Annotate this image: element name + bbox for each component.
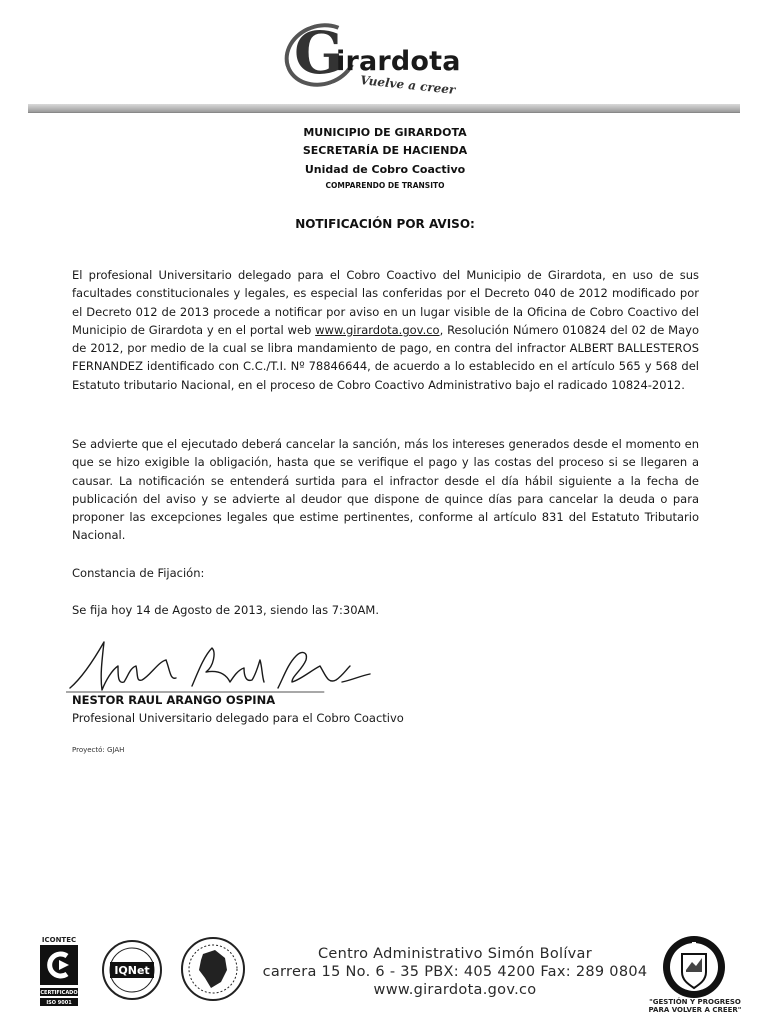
icontec-label: ICONTEC bbox=[41, 936, 77, 944]
iqnet-certification-icon bbox=[94, 938, 170, 1002]
header-rule bbox=[28, 104, 740, 113]
icontec-certified: CERTIFICADO bbox=[40, 990, 78, 996]
fixation-date: Se fija hoy 14 de Agosto de 2013, siendo las 7:30AM. bbox=[72, 603, 379, 617]
logo-tagline: Vuelve a creer bbox=[359, 73, 456, 97]
footer-contact: carrera 15 No. 6 - 35 PBX: 405 4200 Fax: 289 0804 bbox=[262, 964, 648, 980]
secretariat-heading: SECRETARÍA DE HACIENDA bbox=[302, 144, 468, 157]
alcaldia-shield-icon bbox=[656, 934, 732, 1000]
signatory-name: NESTOR RAUL ARANGO OSPINA bbox=[72, 693, 276, 707]
girardota-logo bbox=[278, 14, 478, 100]
subject-heading: COMPARENDO DE TRANSITO bbox=[325, 181, 445, 190]
unit-heading: Unidad de Cobro Coactivo bbox=[304, 163, 466, 176]
iqnet-label: IQNet bbox=[114, 964, 150, 977]
colombia-map-seal-icon bbox=[175, 936, 251, 1002]
footer-building: Centro Administrativo Simón Bolívar bbox=[318, 946, 592, 962]
notice-title: NOTIFICACIÓN POR AVISO: bbox=[295, 217, 475, 231]
fixation-label: Constancia de Fijación: bbox=[72, 566, 205, 580]
logo-word: irardota bbox=[336, 46, 461, 77]
signatory-role: Profesional Universitario delegado para el Cobro Coactivo bbox=[72, 711, 404, 725]
paragraph-warning: Se advierte que el ejecutado deberá cancelar la sanción, más los intereses generados desde el momento en que se hizo exigible la obligación, hasta que se verifique el pago y las costas del proceso si se llegaren a causar. La notificación se entenderá surtida para el infractor desde el día hábil siguiente a la fecha de publicación del aviso y se advierte al deudor que dispone de quince días para cancelar la deuda o para proponer las excepciones legales que estime pertinentes, conforme al artículo 831 del Estatuto Tributario Nacional. bbox=[72, 437, 699, 543]
municipality-heading: MUNICIPIO DE GIRARDOTA bbox=[303, 126, 467, 139]
handwritten-signature bbox=[66, 636, 376, 698]
paragraph-authority bbox=[72, 266, 699, 394]
paragraph-authority-text-b: , Resolución Número 010824 del 02 de Mayo de 2012, por medio de la cual se libra mandamiento de pago, en contra del infractor ALBERT BALLESTEROS FERNANDEZ identificado con C.C./T.I. Nº 78846644, de acuerdo a lo establecido en el artículo 565 y 568 del Estatuto tributario Nacional, en el proceso de Cobro Coactivo Administrativo bajo el radicado 10824-2012. bbox=[72, 322, 699, 392]
icontec-iso: ISO 9001 bbox=[46, 1000, 72, 1006]
projected-by: Proyectó: GJAH bbox=[72, 746, 125, 754]
logo-letter: G bbox=[294, 19, 344, 87]
paragraph-authority-text-a: El profesional Universitario delegado para el Cobro Coactivo del Municipio de Girardota, en uso de sus facultades constitucionales y legales, es especial las conferidas por el Decreto 040 de 2012 modificado por el Decreto 012 de 2013 procede a notificar por aviso en un lugar visible de la Oficina de Cobro Coactivo del Municipio de Girardota y en el portal web bbox=[72, 268, 699, 337]
footer-website: www.girardota.gov.co bbox=[373, 982, 537, 998]
portal-link[interactable]: www.girardota.gov.co bbox=[315, 322, 440, 337]
icontec-certification-icon bbox=[36, 934, 82, 1014]
alcaldia-slogan: "GESTIÓN Y PROGRESO PARA VOLVER A CREER" bbox=[648, 998, 742, 1014]
